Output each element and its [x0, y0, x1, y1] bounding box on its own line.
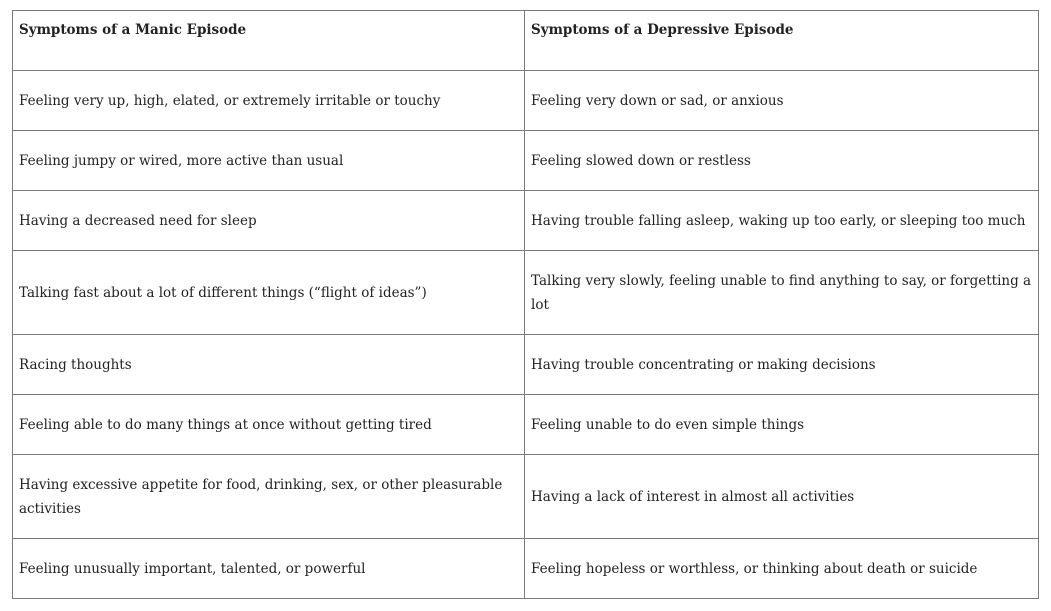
table-row — [13, 191, 1039, 251]
depressive-symptom-cell: Having trouble concentrating or making decisions — [525, 335, 1039, 395]
depressive-symptom-cell: Having a lack of interest in almost all activities — [525, 455, 1039, 539]
table-row — [13, 395, 1039, 455]
manic-symptom-cell: Feeling unusually important, talented, or powerful — [13, 539, 525, 599]
table-header-row — [13, 11, 1039, 71]
depressive-symptom-cell: Feeling slowed down or restless — [525, 131, 1039, 191]
column-header-manic: Symptoms of a Manic Episode — [13, 11, 525, 71]
depressive-symptom-cell: Feeling unable to do even simple things — [525, 395, 1039, 455]
manic-symptom-cell: Feeling able to do many things at once without getting tired — [13, 395, 525, 455]
table-row — [13, 251, 1039, 335]
depressive-symptom-cell: Talking very slowly, feeling unable to find anything to say, or forgetting a lot — [525, 251, 1039, 335]
depressive-symptom-cell: Feeling very down or sad, or anxious — [525, 71, 1039, 131]
manic-symptom-cell: Racing thoughts — [13, 335, 525, 395]
table-row — [13, 455, 1039, 539]
column-header-depressive: Symptoms of a Depressive Episode — [525, 11, 1039, 71]
depressive-symptom-cell: Having trouble falling asleep, waking up too early, or sleeping too much — [525, 191, 1039, 251]
manic-symptom-cell: Feeling very up, high, elated, or extremely irritable or touchy — [13, 71, 525, 131]
depressive-symptom-cell: Feeling hopeless or worthless, or thinking about death or suicide — [525, 539, 1039, 599]
manic-symptom-cell: Having a decreased need for sleep — [13, 191, 525, 251]
symptoms-table — [12, 10, 1039, 599]
table-row — [13, 335, 1039, 395]
manic-symptom-cell: Having excessive appetite for food, drinking, sex, or other pleasurable activities — [13, 455, 525, 539]
table-row — [13, 539, 1039, 599]
table-row — [13, 131, 1039, 191]
manic-symptom-cell: Feeling jumpy or wired, more active than usual — [13, 131, 525, 191]
manic-symptom-cell: Talking fast about a lot of different things (“flight of ideas”) — [13, 251, 525, 335]
table-row — [13, 71, 1039, 131]
